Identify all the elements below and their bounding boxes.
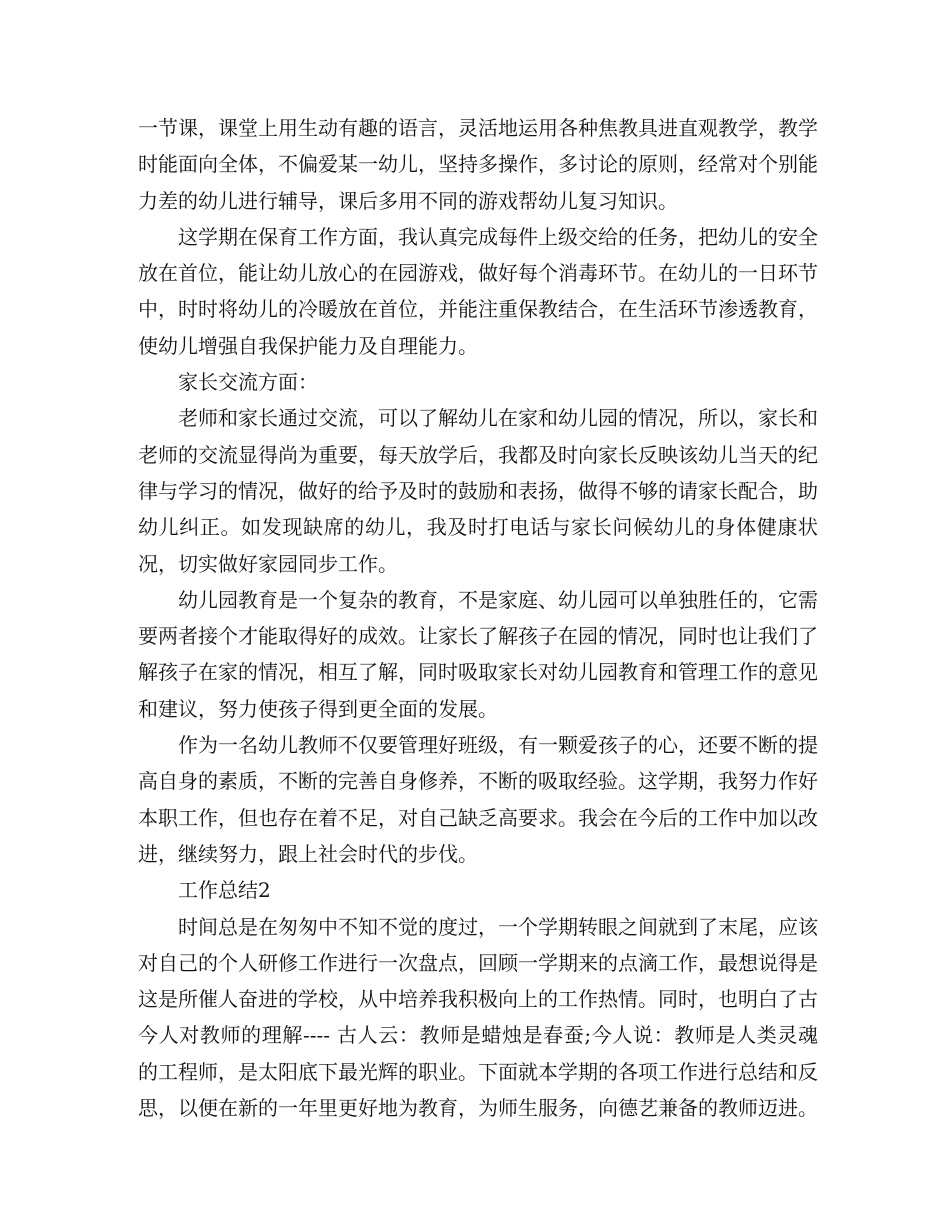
paragraph-parent-communication: 老师和家长通过交流，可以了解幼儿在家和幼儿园的情况，所以，家长和老师的交流显得尚为重要，每天放学后，我都及时向家长反映该幼儿当天的纪律与学习的情况，做好的给予及时的鼓励和表扬，做得不够的请家长配合，助幼儿纠正。如发现缺席的幼儿，我及时打电话与家长问候幼儿的身体健康状况，切实做好家园同步工作。 xyxy=(138,406,818,576)
paragraph-care-work: 这学期在保育工作方面，我认真完成每件上级交给的任务，把幼儿的安全放在首位，能让幼儿放心的在园游戏，做好每个消毒环节。在幼儿的一日环节中，时时将幼儿的冷暖放在首位，并能注重保教结合，在生活环节渗透教育，使幼儿增强自我保护能力及自理能力。 xyxy=(138,224,818,358)
paragraph-kindergarten-education: 幼儿园教育是一个复杂的教育，不是家庭、幼儿园可以单独胜任的，它需要两者接个才能取得好的成效。让家长了解孩子在园的情况，同时也让我们了解孩子在家的情况，相互了解，同时吸取家长对幼儿园教育和管理工作的意见和建议，努力使孩子得到更全面的发展。 xyxy=(138,587,818,721)
paragraph-continuation: 一节课，课堂上用生动有趣的语言，灵活地运用各种焦教具进直观教学，教学时能面向全体，不偏爱某一幼儿，坚持多操作，多讨论的原则，经常对个别能力差的幼儿进行辅导，课后多用不同的游戏帮幼儿复习知识。 xyxy=(138,116,818,213)
section-heading-work-summary-2: 工作总结2 xyxy=(178,878,271,903)
document-page xyxy=(138,110,818,1126)
paragraph-teacher-reflection: 作为一名幼儿教师不仅要管理好班级，有一颗爱孩子的心，还要不断的提高自身的素质，不断的完善自身修养，不断的吸取经验。这学期，我努力作好本职工作，但也存在着不足，对自己缺乏高要求。我会在今后的工作中加以改进，继续努力，跟上社会时代的步伐。 xyxy=(138,733,818,866)
section-heading-parent-communication: 家长交流方面： xyxy=(178,370,318,395)
paragraph-semester-review: 时间总是在匆匆中不知不觉的度过，一个学期转眼之间就到了末尾，应该对自己的个人研修工作进行一次盘点，回顾一学期来的点滴工作，最想说得是这是所催人奋进的学校，从中培养我积极向上的工作热情。同时，也明白了古今人对教师的理解---- 古人云：教师是蜡烛是春蚕;今人说：教师是人类灵魂的工程师，是太阳底下最光辉的职业。下面就本学期的各项工作进行总结和反思，以便在新的一年里更好地为教育，为师生服务，向德艺兼备的教师迈进。 xyxy=(138,914,818,1121)
